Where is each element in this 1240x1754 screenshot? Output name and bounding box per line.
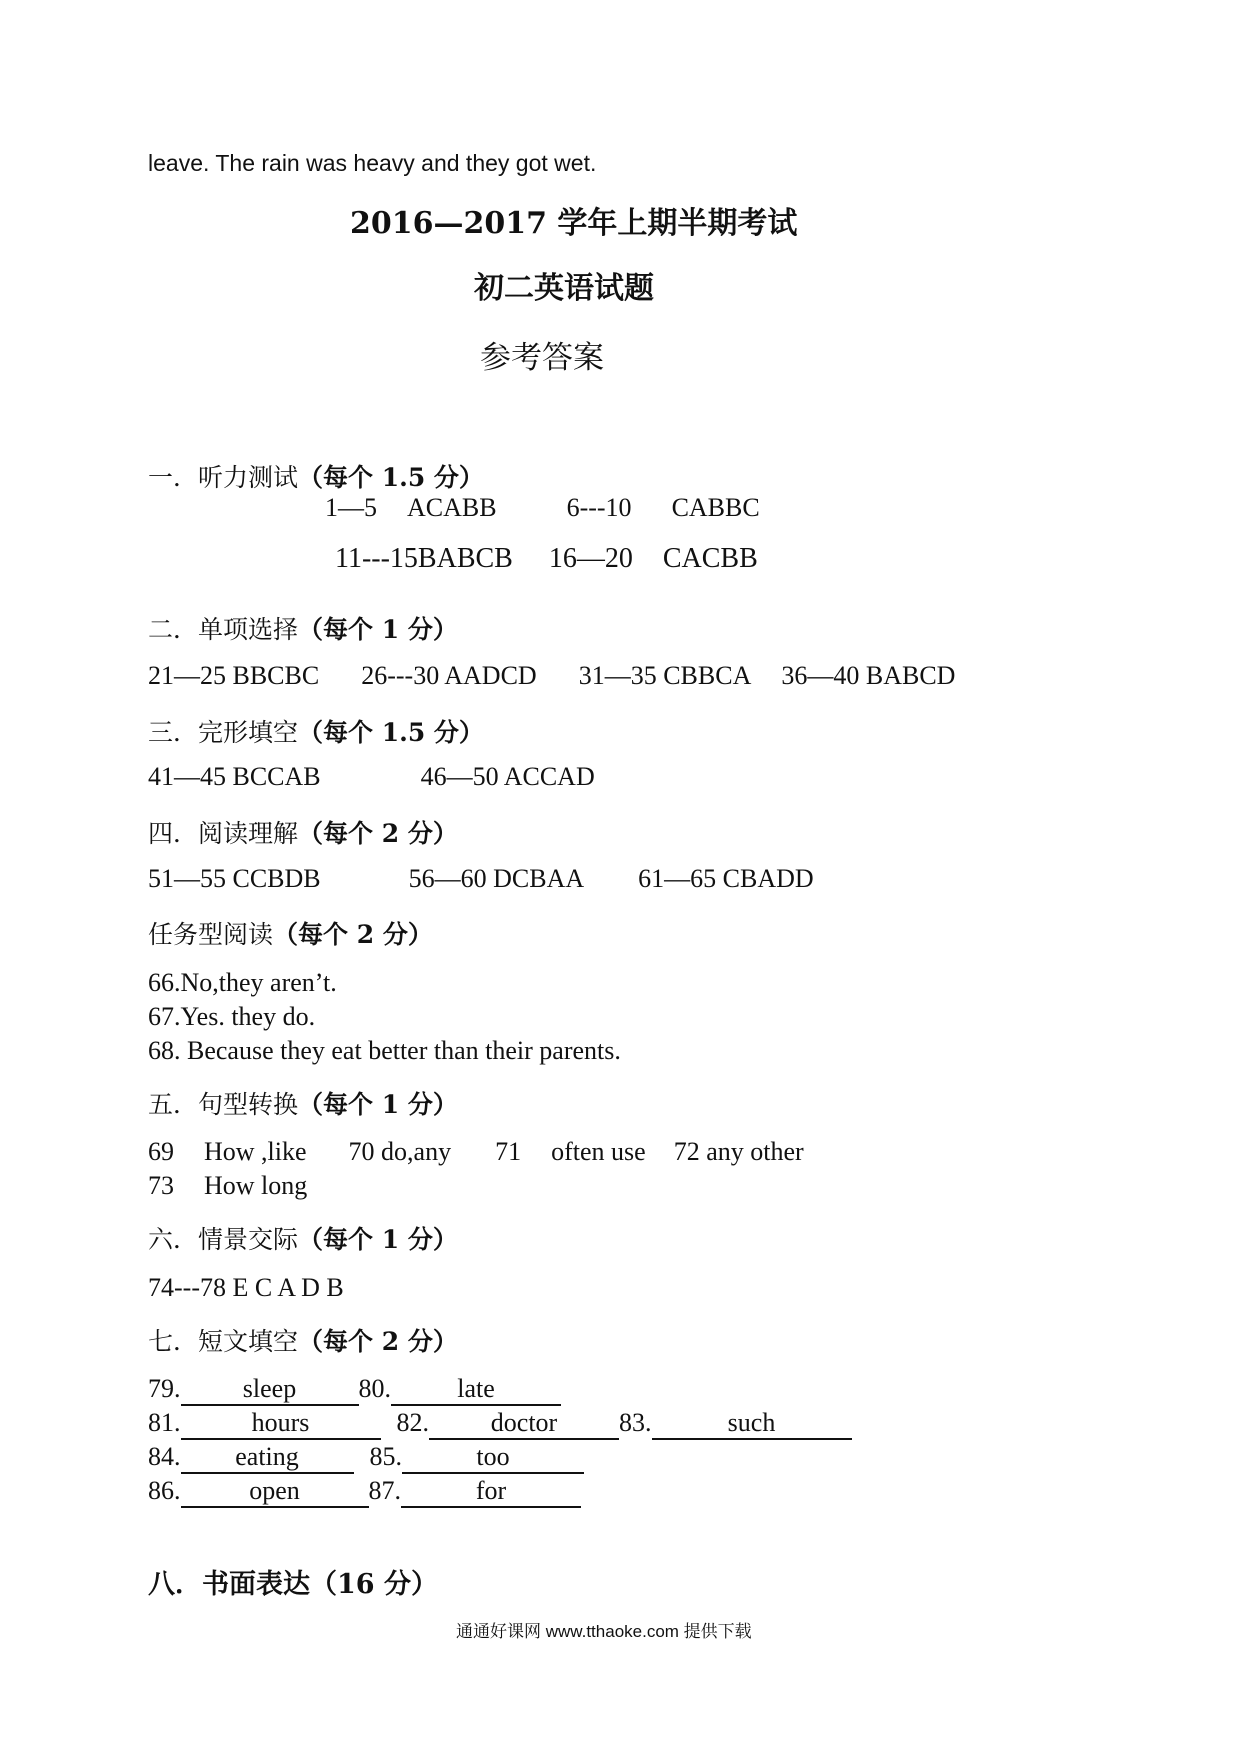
- reading-answers: 51—55 CCBDB 56—60 DCBAA 61—65 CBADD: [148, 864, 814, 893]
- task-reading-answer-68: 68. Because they eat better than their parents.: [148, 1036, 621, 1065]
- task-reading-answer-66: 66.No,they aren’t.: [148, 968, 337, 997]
- answer-80: late: [391, 1376, 561, 1406]
- passage-fill-row-4: 86. open 87. for: [148, 1476, 581, 1508]
- answer-85: too: [402, 1444, 584, 1474]
- dialogue-answers: 74---78 E C A D B: [148, 1273, 344, 1302]
- answer-79: sleep: [181, 1376, 359, 1406]
- section-dialogue-heading: 六．情景交际（每个 1 分）: [148, 1225, 458, 1254]
- task-reading-answer-67: 67.Yes. they do.: [148, 1002, 316, 1031]
- answer-key-heading: 参考答案: [480, 340, 604, 376]
- passage-fill-row-1: 79. sleep 80. late: [148, 1374, 561, 1406]
- section-writing-heading: 八．书面表达（16 分）: [148, 1569, 438, 1600]
- sentence-transform-row2: 73 How long: [148, 1171, 308, 1200]
- answer-82: doctor: [429, 1410, 619, 1440]
- sentence-transform-row1: 69 How ,like 70 do,any 71 often use 72 any other: [148, 1137, 804, 1166]
- intro-line: leave. The rain was heavy and they got wet.: [148, 150, 597, 176]
- answer-86: open: [181, 1478, 369, 1508]
- section-single-choice-heading: 二．单项选择（每个 1 分）: [148, 615, 458, 644]
- section-task-reading-heading: 任务型阅读（每个 2 分）: [148, 920, 433, 949]
- listening-answers-row1: 1—5 ACABB 6---10 CABBC: [325, 493, 760, 522]
- answer-81: hours: [181, 1410, 381, 1440]
- section-cloze-heading: 三．完形填空（每个 1.5 分）: [148, 718, 484, 747]
- cloze-answers: 41—45 BCCAB 46—50 ACCAD: [148, 762, 595, 791]
- answer-83: such: [652, 1410, 852, 1440]
- single-choice-answers: 21—25 BBCBC 26---30 AADCD 31—35 CBBCA 36—40 BABCD: [148, 661, 956, 690]
- footer-download-note: 通通好课网 www.tthaoke.com 提供下载: [456, 1622, 752, 1641]
- passage-fill-row-3: 84. eating 85. too: [148, 1442, 584, 1474]
- listening-answers-row2: 11---15BABCB 16—20 CACBB: [335, 543, 758, 574]
- section-passage-fill-heading: 七．短文填空（每个 2 分）: [148, 1327, 458, 1356]
- exam-title: 2016—2017 学年上期半期考试: [350, 206, 798, 241]
- section-listening-heading: 一．听力测试（每个 1.5 分）: [148, 463, 484, 492]
- answer-87: for: [401, 1478, 581, 1508]
- answer-84: eating: [181, 1444, 354, 1474]
- section-sentence-transform-heading: 五．句型转换（每个 1 分）: [148, 1090, 458, 1119]
- passage-fill-row-2: 81. hours 82. doctor 83. such: [148, 1408, 852, 1440]
- exam-subtitle: 初二英语试题: [474, 271, 654, 306]
- section-reading-heading: 四．阅读理解（每个 2 分）: [148, 819, 458, 848]
